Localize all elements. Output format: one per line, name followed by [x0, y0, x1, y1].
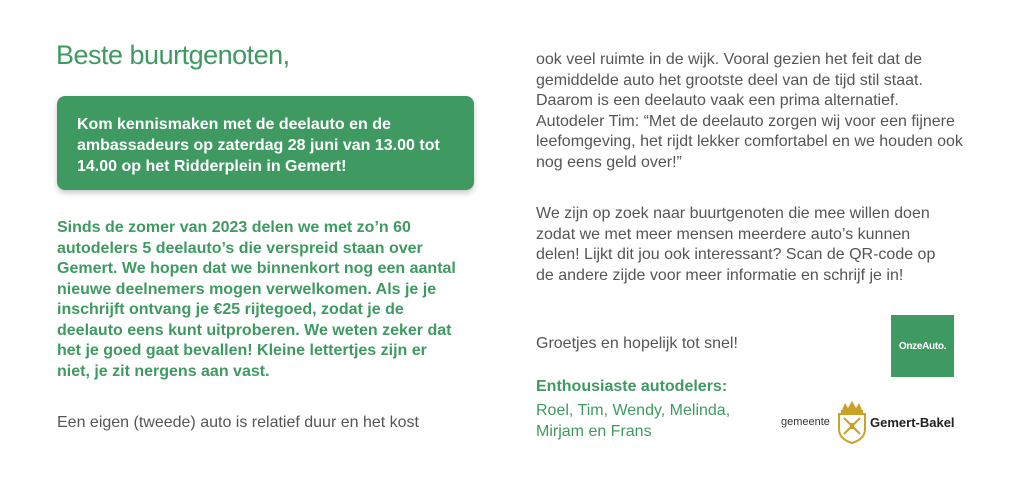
gemeente-label: gemeente: [781, 416, 830, 428]
event-callout-box: [57, 96, 474, 190]
gemeente-gemert-bakel-logo: [781, 399, 961, 445]
page-heading: Beste buurtgenoten,: [56, 40, 290, 70]
gemeente-name: Gemert-Bakel: [870, 415, 955, 430]
event-callout-text: Kom kennismaken met de deelauto en de ambassadeurs op zaterdag 28 juni van 13.00 tot 14.00 op het Ridderplein in Gemert!: [77, 116, 440, 175]
recruit-paragraph: We zijn op zoek naar buurtgenoten die mee willen doen zodat we met meer mensen meerdere auto’s kunnen delen! Lijkt dit jou ook interessant? Scan de QR-code op de andere zijde voor meer informatie en schrijf je in!: [536, 205, 936, 284]
own-car-paragraph: Een eigen (tweede) auto is relatief duur en het kost: [57, 414, 419, 431]
greeting-paragraph: Groetjes en hopelijk tot snel!: [536, 335, 738, 352]
signature-names: Roel, Tim, Wendy, Melinda, Mirjam en Frans: [536, 402, 731, 440]
space-paragraph: ook veel ruimte in de wijk. Vooral gezien het feit dat de gemiddelde auto het grootste deel van de tijd stil staat. Daarom is een deelauto vaak een prima alternatief. Autodeler Tim: “Met de deelauto zorgen wij voor een fijnere leefomgeving, het rijdt lekker comfortabel en we houden ook nog eens geld over!”: [536, 51, 963, 171]
intro-paragraph: Sinds de zomer van 2023 delen we met zo’n 60 autodelers 5 deelauto’s die verspreid staan over Gemert. We hopen dat we binnenkort nog een aantal nieuwe deelnemers mogen verwelkomen. Als je je inschrijft ontvang je €25 rijtegoed, zodat je de deelauto eens kunt uitproberen. We weten zeker dat het je goed gaat bevallen! Kleine lettertjes zijn er niet, je zit nergens aan vast.: [57, 219, 456, 380]
onzeauto-logo-text: OnzeAuto.: [898, 340, 947, 352]
onzeauto-logo: [891, 315, 954, 377]
signature-title: Enthousiaste autodelers:: [536, 378, 728, 395]
crest-icon: [835, 399, 869, 445]
